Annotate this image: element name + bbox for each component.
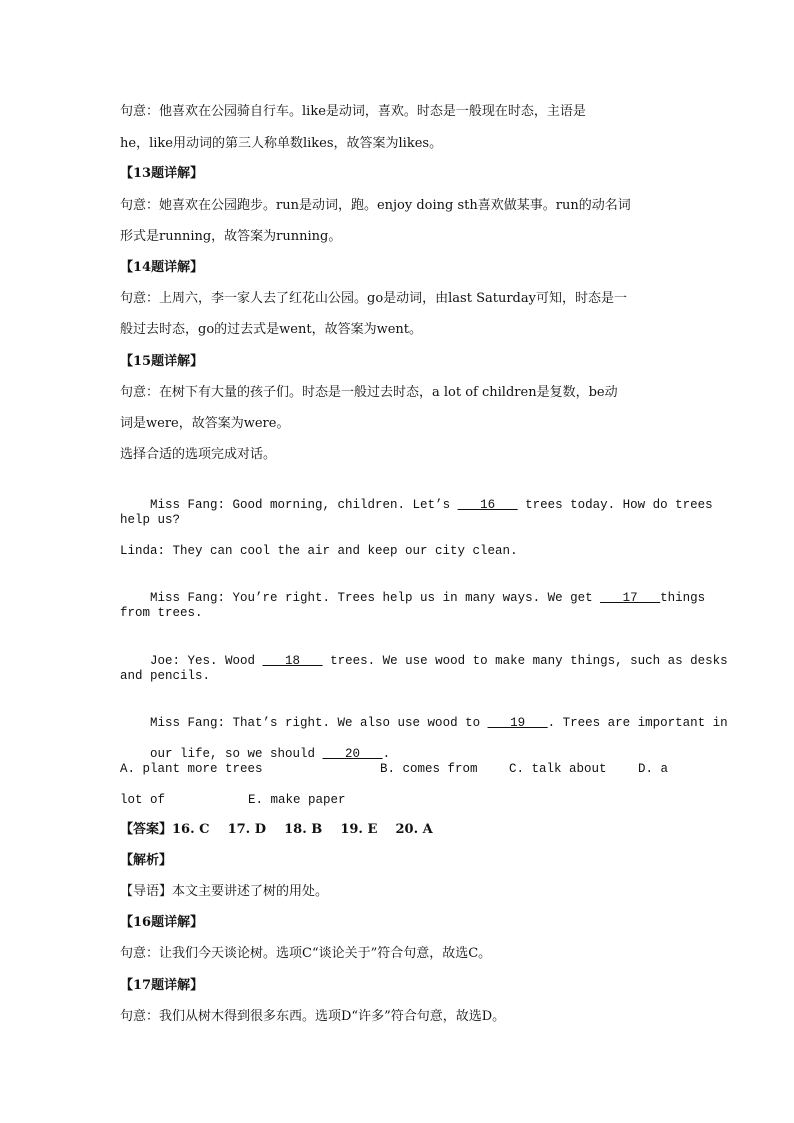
paragraph-line: 般过去时态，go的过去式是went，故答案为went。 bbox=[120, 322, 422, 337]
paragraph-line: 词是were，故答案为were。 bbox=[120, 416, 290, 431]
dialogue-line: and pencils. bbox=[120, 669, 211, 683]
paragraph-line: 句意：上周六，李一家人去了红花山公园。go是动词，由last Saturday可知，时态是一 bbox=[120, 291, 627, 306]
dialogue-text: our life, so we should bbox=[150, 747, 323, 761]
answer-key bbox=[120, 822, 433, 838]
paragraph-line: 句意：在树下有大量的孩子们。时态是一般过去时态，a lot of children是复数，be动 bbox=[120, 385, 618, 400]
option-a: A. plant more trees bbox=[120, 762, 263, 776]
section-heading: 【解析】 bbox=[120, 853, 173, 868]
dialogue-line bbox=[120, 481, 713, 529]
dialogue-text: Miss Fang: Good morning, children. Let’s bbox=[150, 498, 458, 512]
answer-blank-18: ___18___ bbox=[262, 654, 323, 668]
option-d: D. a bbox=[638, 762, 669, 776]
paragraph-line: 句意：她喜欢在公园跑步。run是动词，跑。enjoy doing sth喜欢做某事。run的动名词 bbox=[120, 198, 631, 213]
dialogue-text: trees. We use wood to make many things, such as desks bbox=[322, 654, 728, 668]
paragraph-line: 句意：他喜欢在公园骑自行车。like是动词，喜欢。时态是一般现在时态，主语是 bbox=[120, 104, 586, 119]
answer-blank-19: ___19___ bbox=[487, 716, 548, 730]
option-b: B. comes from bbox=[380, 762, 478, 776]
dialogue-text: Miss Fang: You’re right. Trees help us in many ways. We get bbox=[150, 591, 601, 605]
section-heading: 【16题详解】 bbox=[120, 915, 204, 930]
paragraph-line: 形式是running，故答案为running。 bbox=[120, 229, 342, 244]
option-c: C. talk about bbox=[509, 762, 607, 776]
section-heading: 【13题详解】 bbox=[120, 166, 204, 181]
dialogue-text: Miss Fang: That’s right. We also use wood to bbox=[150, 716, 488, 730]
dialogue-text: . Trees are important in bbox=[547, 716, 728, 730]
dialogue-line bbox=[120, 574, 705, 622]
paragraph-line: he，like用动词的第三人称单数likes，故答案为likes。 bbox=[120, 136, 443, 151]
dialogue-text: trees today. How do trees bbox=[517, 498, 713, 512]
instruction-line: 选择合适的选项完成对话。 bbox=[120, 447, 277, 462]
answer-blank-17: ___17___ bbox=[600, 591, 661, 605]
dialogue-text: things bbox=[660, 591, 706, 605]
dialogue-text: . bbox=[382, 747, 391, 761]
dialogue-text: Joe: Yes. Wood bbox=[150, 654, 263, 668]
answer-blank-16: ___16___ bbox=[457, 498, 518, 512]
option-e: E. make paper bbox=[248, 793, 346, 807]
paragraph-line: 句意：让我们今天谈论树。选项C“谈论关于”符合句意，故选C。 bbox=[120, 946, 492, 961]
answer-line: 【答案】16. C 17. D 18. B 19. E 20. A bbox=[120, 822, 433, 837]
paragraph-line: 句意：我们从树木得到很多东西。选项D“许多”符合句意，故选D。 bbox=[120, 1009, 506, 1024]
paragraph-line: 【导语】本文主要讲述了树的用处。 bbox=[120, 884, 329, 899]
dialogue-line: from trees. bbox=[120, 606, 203, 620]
dialogue-line: help us? bbox=[120, 513, 181, 527]
section-heading: 【17题详解】 bbox=[120, 978, 204, 993]
dialogue-line: Linda: They can cool the air and keep our city clean. bbox=[120, 544, 518, 558]
section-heading: 【14题详解】 bbox=[120, 260, 204, 275]
dialogue-line bbox=[120, 637, 728, 685]
section-heading: 【15题详解】 bbox=[120, 354, 204, 369]
answer-blank-20: ___20___ bbox=[322, 747, 383, 761]
option-d-continued: lot of bbox=[120, 793, 166, 807]
